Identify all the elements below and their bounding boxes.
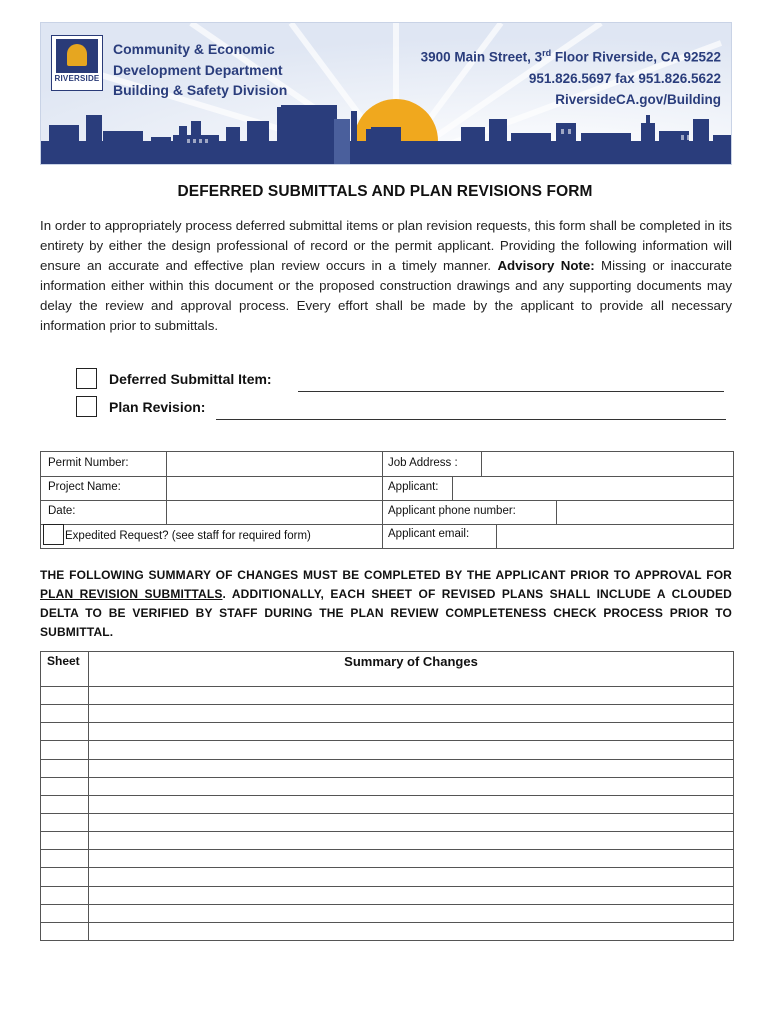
website-link[interactable]: RiversideCA.gov/Building [555,91,721,107]
advisory-label: Advisory Note: [497,258,595,273]
applicant-email-field[interactable] [497,525,732,547]
job-address-field[interactable] [482,453,732,475]
table-row[interactable] [41,886,733,887]
applicant-email-label: Applicant email: [388,528,470,540]
table-row[interactable] [41,740,733,741]
permit-number-field[interactable] [167,453,381,475]
table-row[interactable] [41,867,733,868]
summary-of-changes-table [40,651,734,941]
table-row[interactable] [41,777,733,778]
table-row[interactable] [41,704,733,705]
sheet-column-header: Sheet [47,654,80,668]
header-banner [40,22,732,165]
table-row[interactable] [41,722,733,723]
table-row[interactable] [41,686,733,687]
bell-icon [67,44,87,66]
table-row[interactable] [41,813,733,814]
project-name-label: Project Name: [48,481,121,493]
applicant-phone-label: Applicant phone number: [388,505,516,517]
table-row[interactable] [41,831,733,832]
summary-notice: THE FOLLOWING SUMMARY OF CHANGES MUST BE COMPLETED BY THE APPLICANT PRIOR TO APPROVAL FOR PLAN REVISION SUBMITTALS. ADDITIONALLY, EACH SHEET OF REVISED PLANS SHALL INCLUDE A CLOUDED DELTA TO BE VERIFIED BY STAFF DURING THE PLAN REVIEW COMPLETENESS CHECK PROCESS PRIOR TO SUBMITTAL. [40,568,732,639]
plan-revision-input-line[interactable] [216,419,726,420]
deferred-submittal-row [76,368,732,392]
department-name [113,39,287,101]
expedited-request-label: Expedited Request? (see staff for required form) [65,530,311,542]
plan-revision-submittals-emphasis: PLAN REVISION SUBMITTALS [40,587,223,601]
applicant-phone-field[interactable] [557,501,732,523]
contact-info [421,43,721,110]
plan-revision-checkbox[interactable] [76,396,97,417]
plan-revision-label: Plan Revision: [109,399,206,415]
permit-number-label: Permit Number: [48,457,129,469]
form-title: DEFERRED SUBMITTALS AND PLAN REVISIONS FORM [177,183,593,200]
intro-paragraph: In order to appropriately process deferred submittal items or plan revision requests, this form shall be completed in its entirety by either the design professional of record or the permit applicant. Providing the following information will ensure an accurate and effective plan review occurs in a timely manner. Advisory Note: Missing or inaccurate information either within this document or the proposed construction drawings and any supporting documents may delay the review and approval process. Every effort shall be made by the applicant to provide all necessary information prior to submittals. [40,218,733,333]
date-label: Date: [48,505,76,517]
plan-revision-row [76,396,732,420]
project-name-field[interactable] [167,477,381,499]
deferred-submittal-label: Deferred Submittal Item: [109,371,272,387]
table-row[interactable] [41,795,733,796]
address-line: 3900 Main Street, 3rd Floor Riverside, CA 92522 [420,48,721,65]
table-row[interactable] [41,904,733,905]
permit-info-table [40,451,734,549]
phone-line: 951.826.5697 fax 951.826.5622 [528,70,721,86]
dept-line-3: Building & Safety Division [113,82,288,98]
deferred-submittal-input-line[interactable] [298,391,724,392]
table-row[interactable] [41,759,733,760]
dept-line-2: Development Department [113,61,283,78]
summary-column-header: Summary of Changes [344,654,478,669]
table-row[interactable] [41,849,733,850]
applicant-label: Applicant: [388,481,439,493]
expedited-request-checkbox[interactable] [43,524,64,545]
table-row[interactable] [41,922,733,923]
job-address-label: Job Address : [388,457,458,469]
deferred-submittal-checkbox[interactable] [76,368,97,389]
date-field[interactable] [167,501,381,523]
applicant-field[interactable] [453,477,732,499]
city-seal-logo: RIVERSIDE [51,35,103,91]
dept-line-1: Community & Economic [113,41,275,57]
